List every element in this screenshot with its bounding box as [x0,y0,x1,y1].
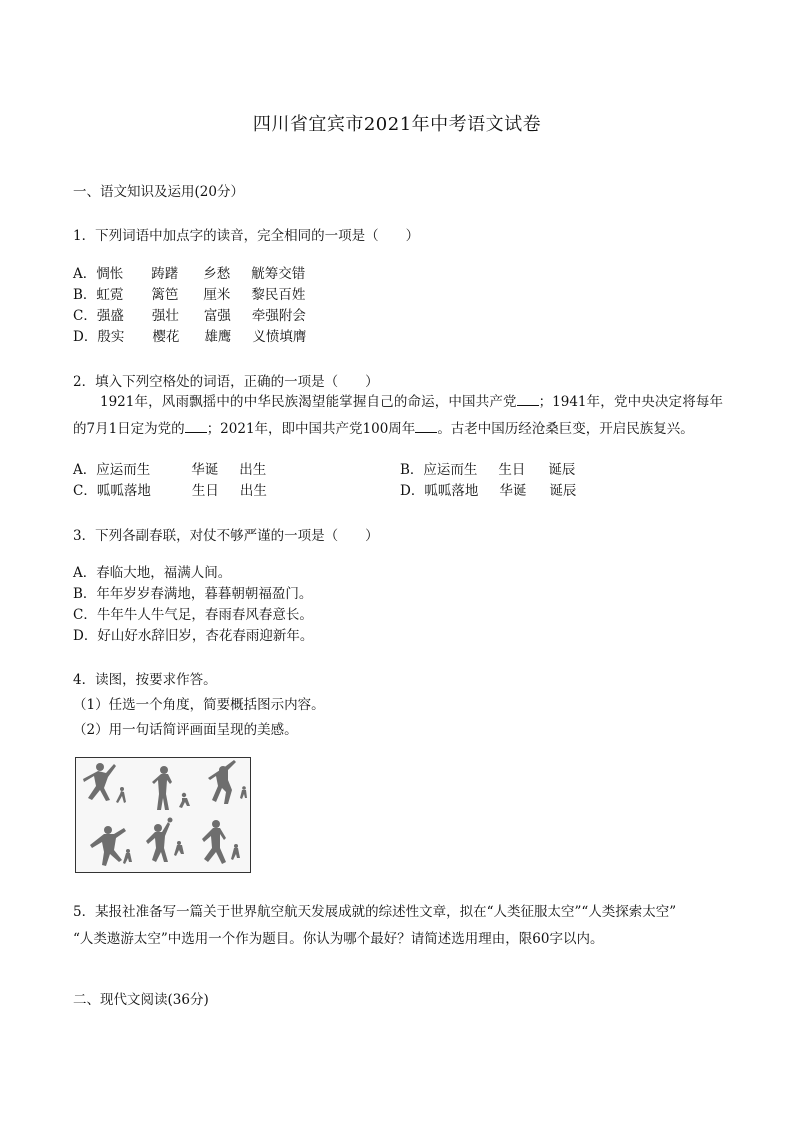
option-word: 厘米 [203,287,231,303]
option-label: C． [73,308,97,324]
option-word: 雄鹰 [204,329,232,345]
page-title: 四川省宜宾市2021年中考语文试卷 [252,114,542,135]
passage-text: 1921年，风雨飘摇中的中华民族渴望能掌握自己的命运，中国共产党 [100,394,517,410]
option-label: A． [73,462,97,478]
question-4-sub-2: （2）用一句话简评画面呈现的美感。 [73,722,298,738]
option-word: 富强 [203,308,231,324]
option-word: 出生 [239,483,267,499]
q1-option-a [73,262,305,282]
q3-option-b: B．年年岁岁春满地，暮暮朝朝福盈门。 [73,586,313,602]
option-label: A． [73,266,97,282]
option-word: 踌躇 [151,266,179,282]
q2-option-d [400,479,576,499]
option-label: B． [73,287,97,303]
sports-silhouettes-icon [76,758,250,872]
passage-text: ；2021年，即中国共产党100周年 [206,421,416,437]
passage-text: 。古老中国历经沧桑巨变，开启民族复兴。 [437,421,694,437]
question-2-passage [73,389,723,443]
section-2-heading: 二、现代文阅读(36分) [73,992,209,1008]
option-word: 诞辰 [549,483,577,499]
option-word: 樱花 [152,329,180,345]
option-word: 虹霓 [96,287,124,303]
question-2-stem: 2．填入下列空格处的词语，正确的一项是（ ） [73,374,379,390]
sports-silhouettes-image [75,757,251,873]
question-5 [73,899,733,953]
option-word: 篱笆 [151,287,179,303]
option-word: 出生 [239,462,267,478]
section-1-heading: 一、语文知识及运用(20分） [73,184,244,200]
q1-option-c [73,304,306,324]
question-4-sub-1: （1）任选一个角度，简要概括图示内容。 [73,697,325,713]
option-word: 强盛 [96,308,124,324]
q1-option-d [73,325,306,345]
option-word: 应运而生 [96,462,151,478]
q2-option-c [73,479,267,499]
option-label: C． [73,483,97,499]
q2-option-b [400,458,575,478]
question-1-stem: 1．下列词语中加点字的读音，完全相同的一项是（ ） [73,228,420,244]
q2-option-a [73,458,266,478]
option-word: 华诞 [191,462,219,478]
option-word: 呱呱落地 [96,483,151,499]
option-word: 觥筹交错 [251,266,306,282]
q3-option-c: C．牛年牛人牛气足，春雨春风春意长。 [73,607,313,623]
option-word: 强壮 [151,308,179,324]
q3-option-a: A．春临大地，福满人间。 [73,565,232,581]
option-word: 乡愁 [203,266,231,282]
option-word: 应运而生 [423,462,478,478]
passage-text: ；1941年，党中央决定将每年的7月1日定为党的 [73,394,723,437]
option-word: 殷实 [97,329,125,345]
q3-option-d: D．好山好水辞旧岁，杏花春雨迎新年。 [73,628,314,644]
question-5-line-2: “人类遨游太空”中选用一个作为题目。你认为哪个最好？请简述选用理由，限60字以内。 [73,931,604,947]
option-label: B． [400,462,424,478]
question-4-stem: 4．读图，按要求作答。 [73,672,217,688]
fill-blank-1 [517,393,539,406]
q1-option-b [73,283,305,303]
option-word: 惆怅 [96,266,124,282]
fill-blank-3 [415,420,437,433]
option-word: 黎民百姓 [251,287,306,303]
option-word: 生日 [191,483,219,499]
option-word: 诞辰 [548,462,576,478]
option-word: 呱呱落地 [424,483,479,499]
option-word: 义愤填膺 [252,329,307,345]
option-word: 华诞 [499,483,527,499]
option-label: D． [400,483,425,499]
question-3-stem: 3．下列各副春联，对仗不够严谨的一项是（ ） [73,528,379,544]
fill-blank-2 [185,420,207,433]
option-word: 牵强附会 [251,308,306,324]
option-label: D． [73,329,98,345]
question-5-line-1: 5．某报社准备写一篇关于世界航空航天发展成就的综述性文章，拟在“人类征服太空”“人类探索太空” [73,904,677,920]
option-word: 生日 [498,462,526,478]
